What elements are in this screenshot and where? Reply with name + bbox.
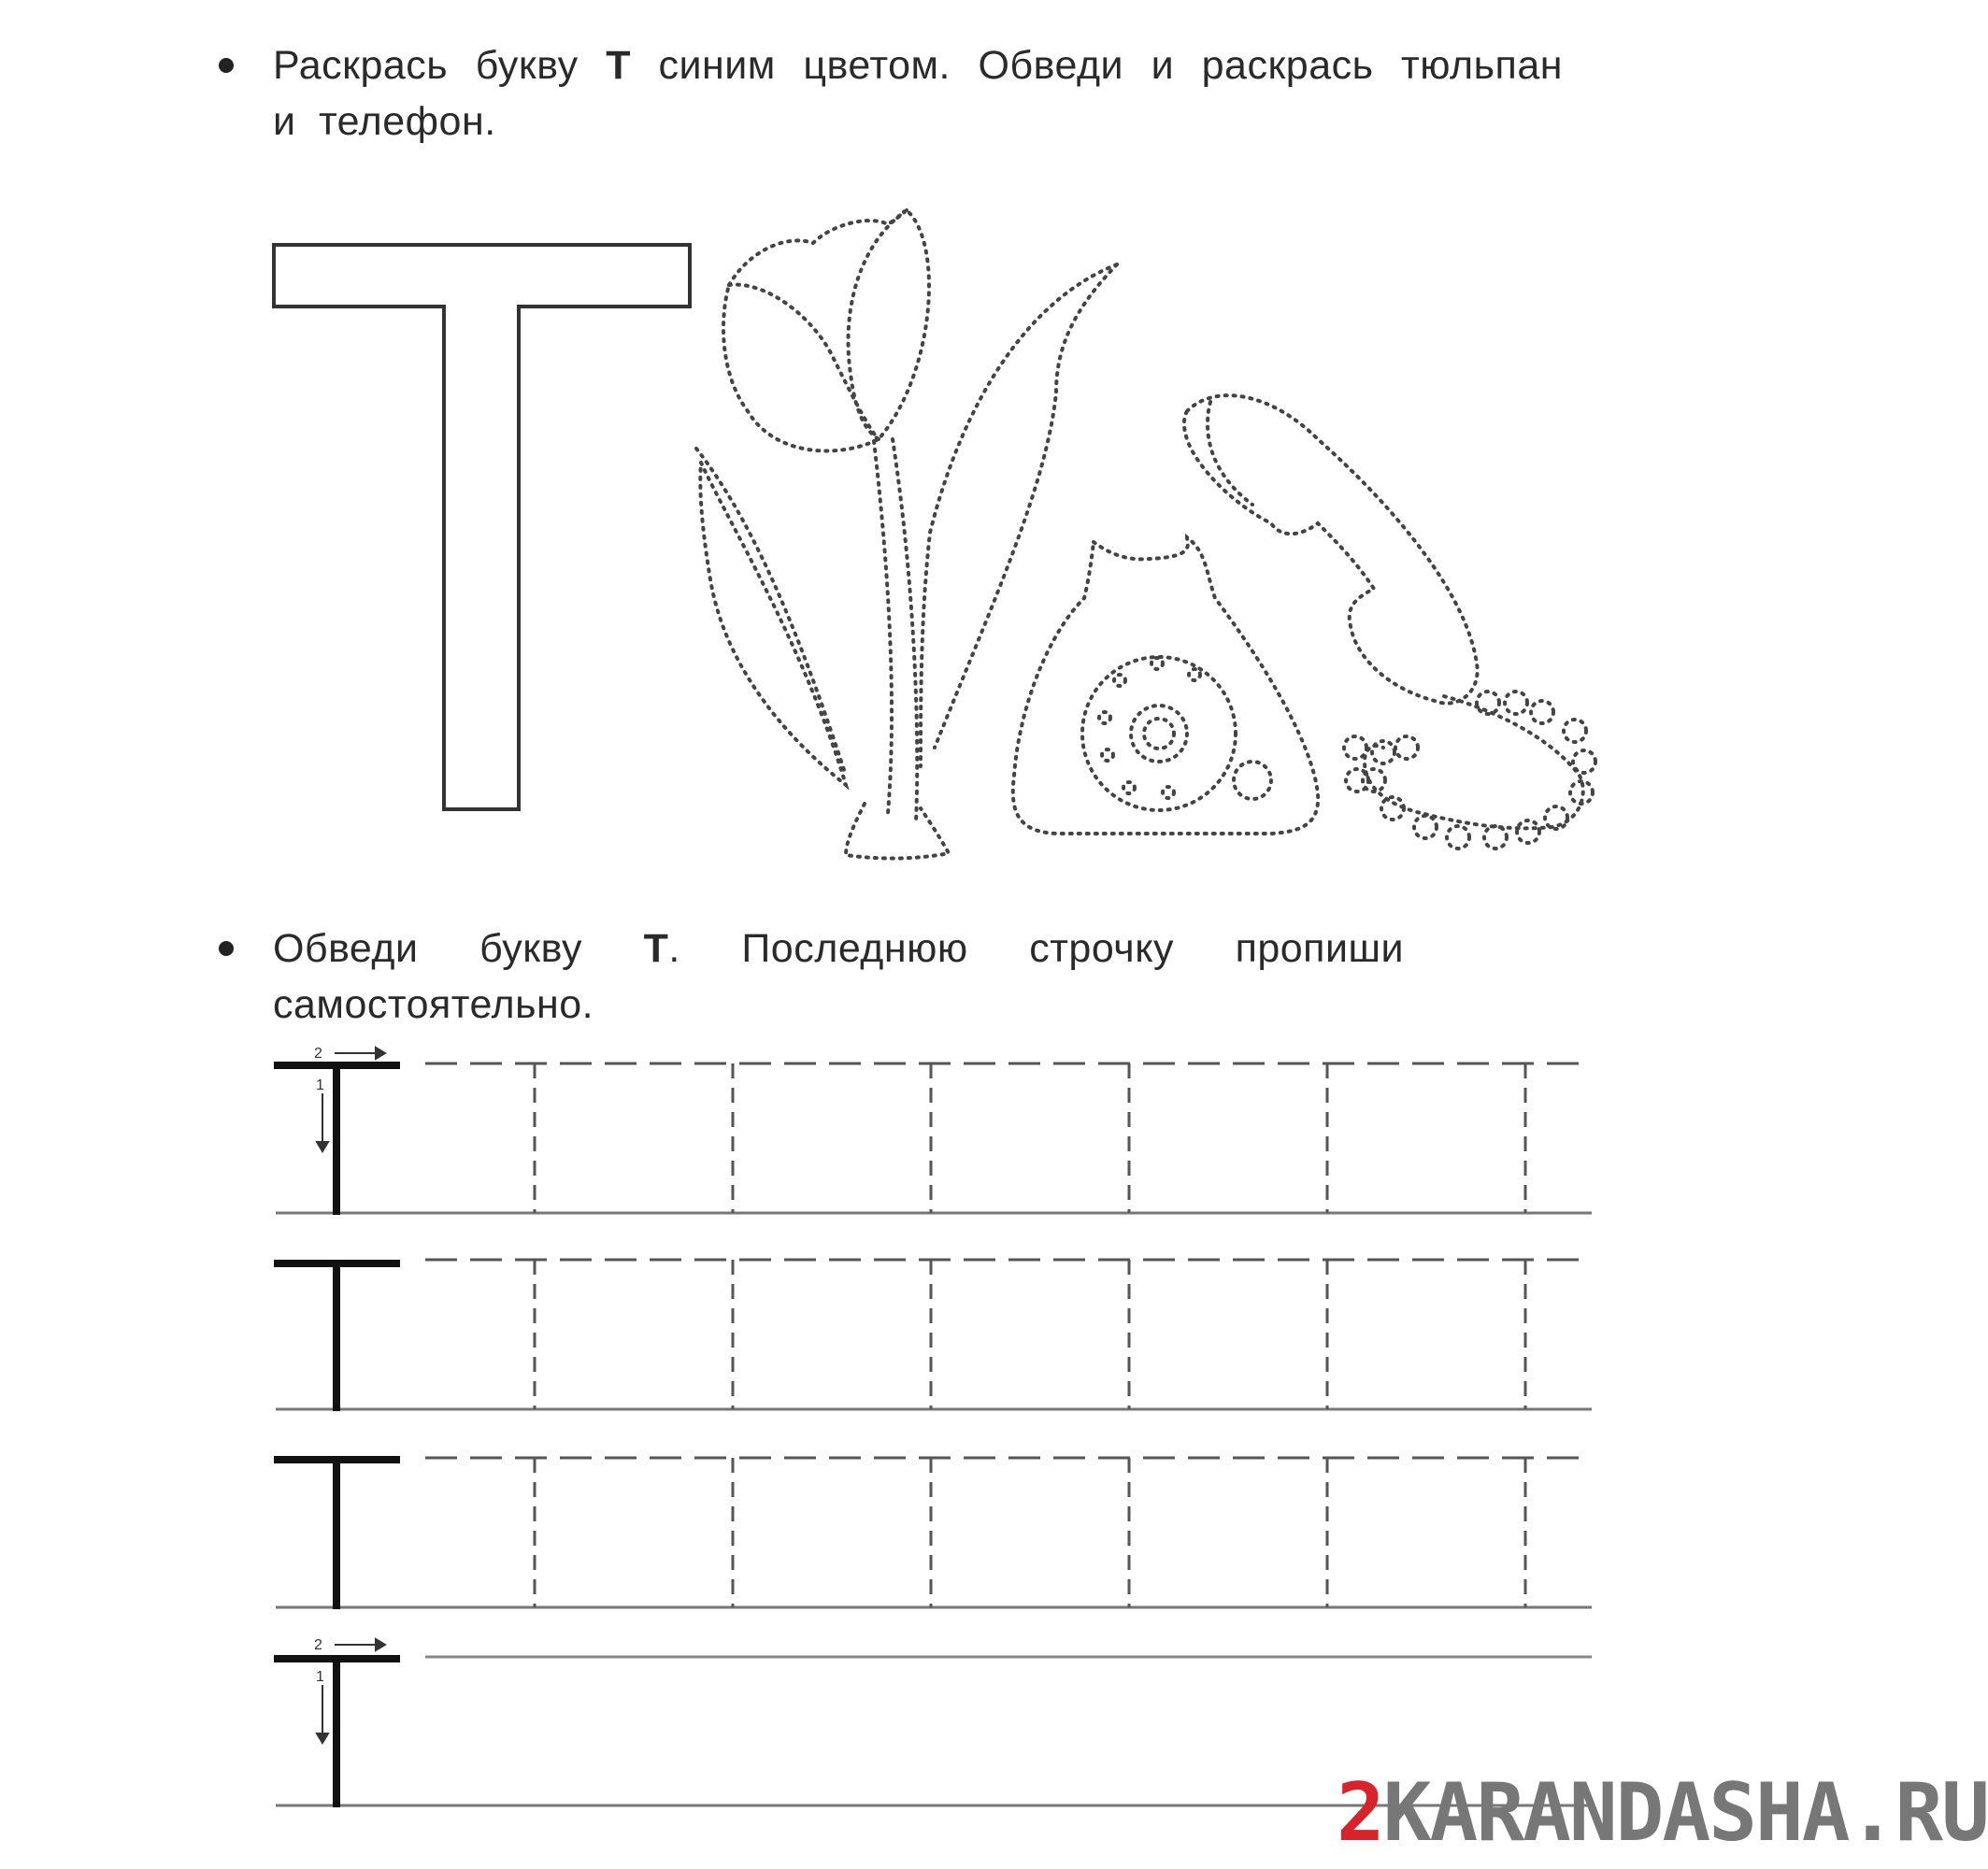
stroke-order-number: 2	[314, 1046, 322, 1062]
instruction-text: . Последнюю строчку пропиши самостоятельно.	[273, 926, 1405, 1027]
writing-grid	[274, 1046, 1592, 1807]
instruction-text: Обведи букву	[273, 926, 644, 971]
site-watermark	[1337, 1766, 1988, 1860]
watermark-text: KARANDASHA.RU	[1382, 1766, 1988, 1860]
stroke-order-number: 1	[316, 1669, 324, 1685]
stroke-order-number: 2	[314, 1637, 322, 1653]
letter-t-outline-icon	[274, 245, 690, 809]
stroke-order-number: 1	[316, 1077, 324, 1093]
telephone-icon	[1013, 395, 1595, 849]
instruction-text: Раскрась букву	[273, 43, 607, 88]
tulip-icon	[696, 210, 1117, 859]
watermark-number: 2	[1337, 1766, 1383, 1860]
instruction-letter: Т	[643, 926, 669, 971]
instruction-text: синим цветом. Обведи и раскрась тюльпан и телефон.	[273, 43, 1563, 144]
instruction-letter: Т	[606, 43, 631, 88]
